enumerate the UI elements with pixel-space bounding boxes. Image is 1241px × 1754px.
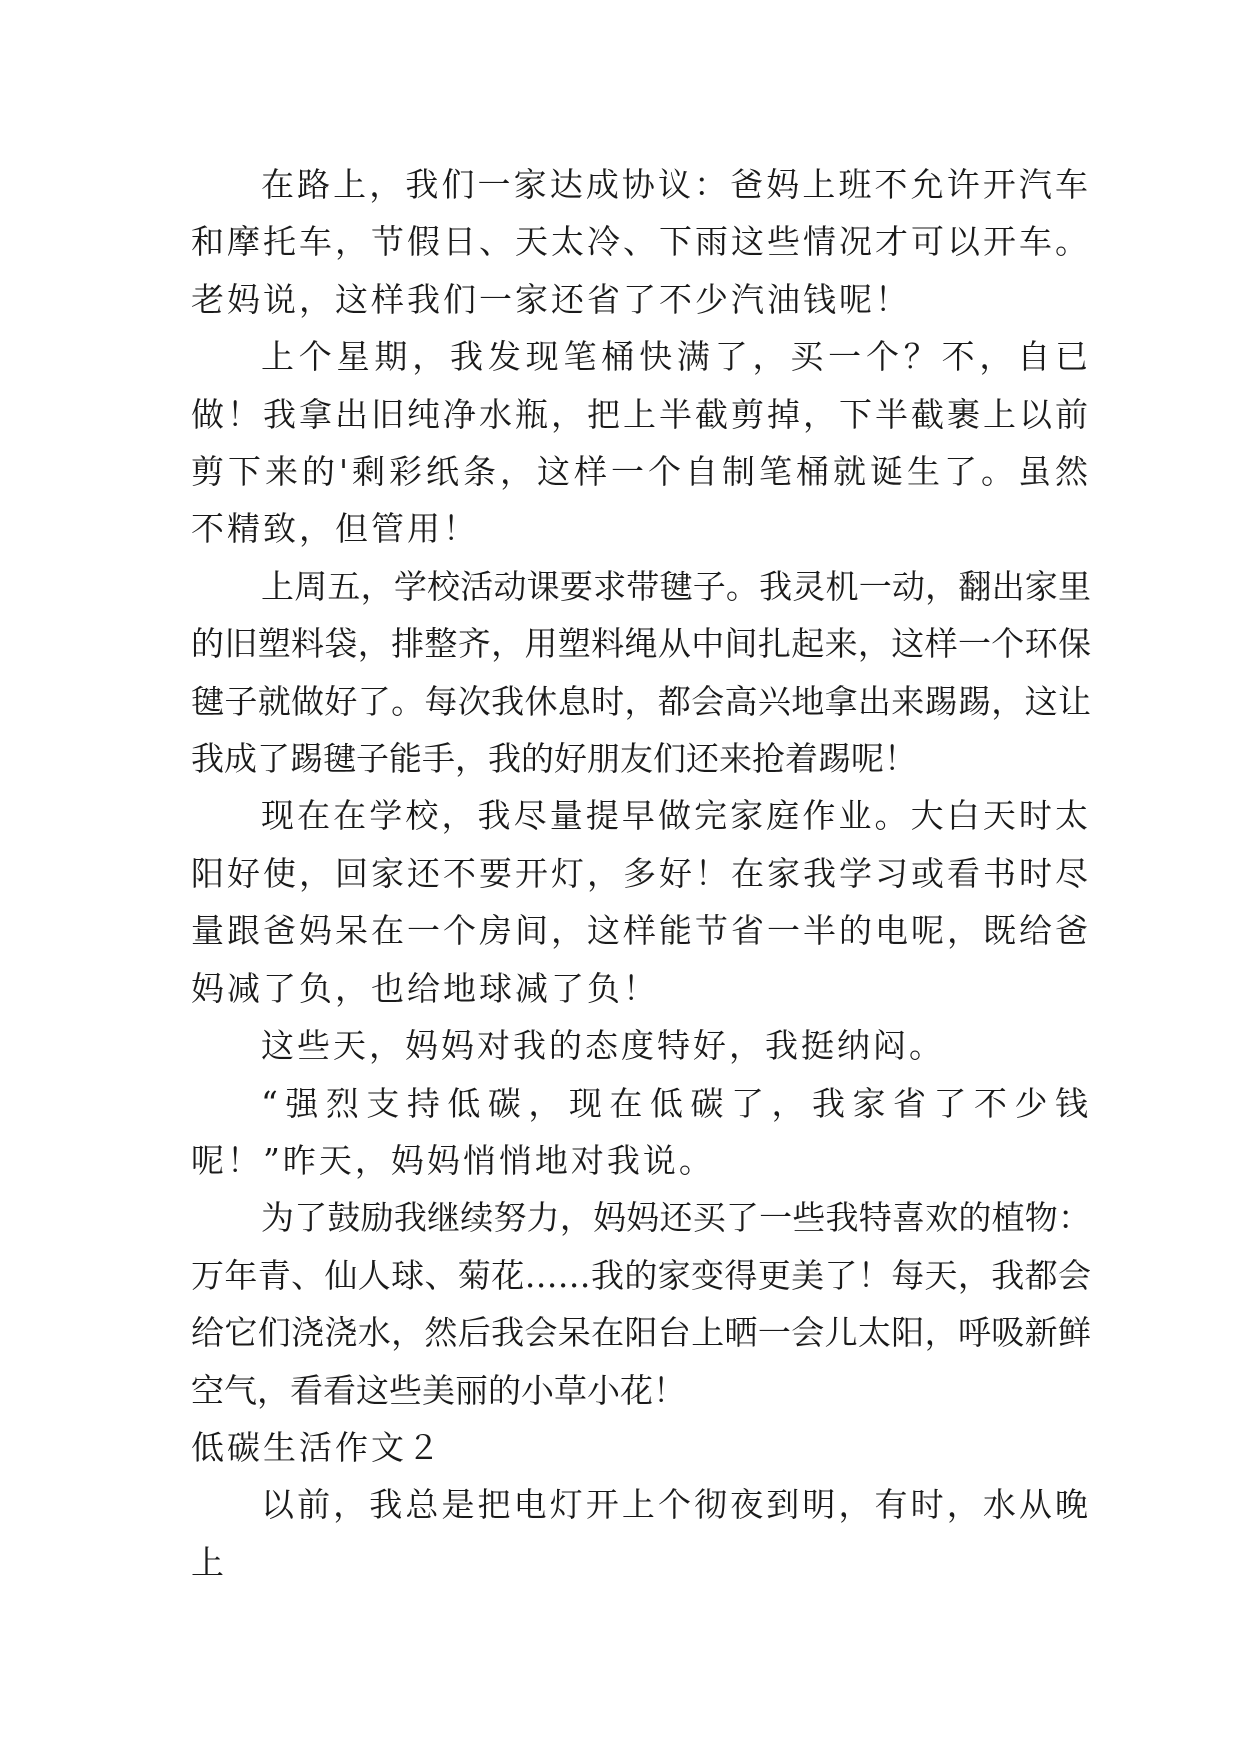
paragraph-2: 上个星期，我发现笔桶快满了，买一个？不，自已做！我拿出旧纯净水瓶，把上半截剪掉，下半截裹上以前剪下来的'剩彩纸条，这样一个自制笔桶就诞生了。虽然不精致，但管用！ (191, 337, 1091, 549)
paragraph-7: 为了鼓励我继续努力，妈妈还买了一些我特喜欢的植物：万年青、仙人球、菊花……我的家变得更美了！每天，我都会给它们浇浇水，然后我会呆在阳台上晒一会儿太阳，呼吸新鲜空气，看看这些美丽的小草小花！ (191, 1198, 1091, 1410)
paragraph-6: “强烈支持低碳，现在低碳了，我家省了不少钱呢！”昨天，妈妈悄悄地对我说。 (191, 1083, 1091, 1180)
paragraph-3: 上周五，学校活动课要求带毽子。我灵机一动，翻出家里的旧塑料袋，排整齐，用塑料绳从中间扎起来，这样一个环保毽子就做好了。每次我休息时，都会高兴地拿出来踢踢，这让我成了踢毽子能手，我的好朋友们还来抢着踢呢！ (191, 566, 1091, 779)
paragraph-4: 现在在学校，我尽量提早做完家庭作业。大白天时太阳好使，回家还不要开灯，多好！在家我学习或看书时尽量跟爸妈呆在一个房间，这样能节省一半的电呢，既给爸妈减了负，也给地球减了负！ (191, 796, 1091, 1008)
document-body (191, 156, 1091, 1591)
section-heading: 低碳生活作文２ (191, 1427, 443, 1467)
paragraph-5: 这些天，妈妈对我的态度特好，我挺纳闷。 (261, 1026, 945, 1066)
paragraph-1: 在路上，我们一家达成协议：爸妈上班不允许开汽车和摩托车，节假日、天太冷、下雨这些情况才可以开车。老妈说，这样我们一家还省了不少汽油钱呢！ (191, 165, 1091, 319)
paragraph-8: 以前，我总是把电灯开上个彻夜到明，有时，水从晚上 (191, 1485, 1091, 1582)
